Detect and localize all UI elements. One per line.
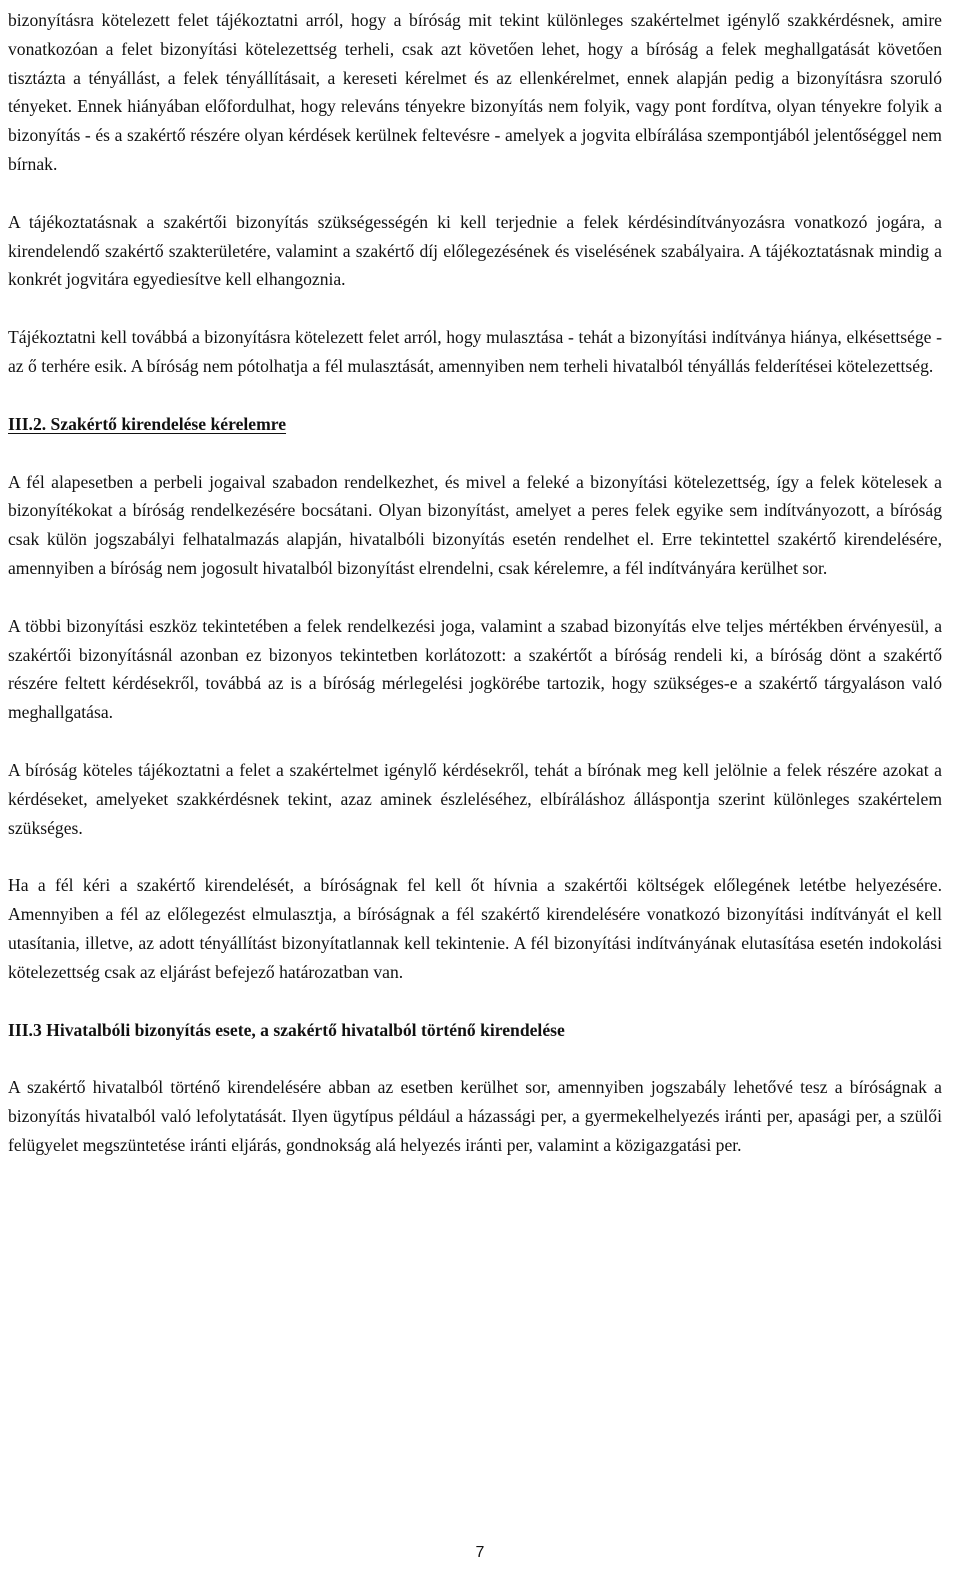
section-heading-expert-on-request xyxy=(8,410,942,439)
paragraph-spacer xyxy=(8,987,942,1016)
paragraph-default-consequence: Tájékoztatni kell továbbá a bizonyításra kötelezett felet arról, hogy mulasztása - tehát a bizonyítási indítványa hiánya, elkésettsége - az ő terhére esik. A bíróság nem pótolhatja a fél mulasztását, amennyiben nem terheli hivatalból tényállás felderítései kötelezettség. xyxy=(8,327,942,376)
paragraph-spacer xyxy=(8,1044,942,1073)
paragraph-party-disposition: A fél alapesetben a perbeli jogaival szabadon rendelkezhet, és mivel a feleké a bizonyítási kötelezettség, így a felek kötelesek a bizonyítékokat a bíróság rendelkezésére bocsátani. Olyan bizonyítást, amelyet a peres felek egyike sem indítványozott, a bíróság csak külön jogszabályi felhatalmazás alapján, hivatalbóli bizonyítás esetén rendelhet el. Erre tekintettel szakértő kirendelésére, amennyiben a bíróság nem jogosult hivatalból bizonyítást elrendelni, csak kérelemre, a fél indítványára kerülhet sor. xyxy=(8,471,942,578)
paragraph-spacer xyxy=(8,294,942,323)
paragraph-court-notice-duty: A bíróság köteles tájékoztatni a felet a szakértelmet igénylő kérdésekről, tehát a bírónak meg kell jelölnie a felek részére azokat a kérdéseket, amelyeket szakkérdésnek tekint, azaz aminek észleléséhez, elbíráláshoz álláspontja szerint különleges szakértelem szükséges. xyxy=(8,759,942,838)
paragraph-spacer xyxy=(8,842,942,871)
page-number: 7 xyxy=(475,1544,485,1561)
section-heading-text: III.2. Szakértő kirendelése kérelemre xyxy=(8,413,287,434)
paragraph-spacer xyxy=(8,381,942,410)
paragraph-ex-officio-cases: A szakértő hivatalból történő kirendelésére abban az esetben kerülhet sor, amennyiben jogszabály lehetővé tesz a bíróságnak a bizonyítás hivatalból való lefolytatását. Ilyen ügytípus például a házassági per, a gyermekelhelyezés iránti per, apasági per, a szülői felügyelet megszüntetése iránti eljárás, gondnokság alá helyezés iránti per, valamint a közigazgatási per. xyxy=(8,1077,942,1155)
paragraph-spacer xyxy=(8,583,942,612)
paragraph-notice-scope: A tájékoztatásnak a szakértői bizonyítás szükségességén ki kell terjednie a felek kérdésindítványozásra vonatkozó jogára, a kirendelendő szakértő szakterületére, valamint a szakértő díj előlegezésének és viselésének szabályaira. A tájékoztatásnak mindig a konkrét jogvitára egyediesítve kell elhangoznia. xyxy=(8,211,942,290)
paragraph-expert-question-notice: bizonyításra kötelezett felet tájékoztatni arról, hogy a bíróság mit tekint különleges szakértelmet igénylő szakkérdésnek, amire vonatkozóan a felet bizonyítási kötelezettség terheli, csak azt követően lehet, hogy a bíróság a felek meghallgatását követően tisztázta a tényállást, a felek tényállításait, a kereseti kérelmet és az ellenkérelmet, ennek alapján pedig a bizonyításra szoruló tényeket. Ennek hiányában előfordulhat, hogy releváns tényekre bizonyítás nem folyik, vagy pont fordítva, olyan tényekre folyik a bizonyítás - és a szakértő részére olyan kérdések kerülnek feltevésre - amelyek a jogvita elbírálása szempontjából jelentőséggel nem bírnak. xyxy=(8,10,942,174)
paragraph-spacer xyxy=(8,179,942,208)
paragraph-advance-payment: Ha a fél kéri a szakértő kirendelését, a bíróságnak fel kell őt hívnia a szakértői költségek előlegének letétbe helyezésére. Amennyiben a fél az előlegezést elmulasztja, a bíróságnak a fél szakértő kirendelésére vonatkozó bizonyítási indítványát el kell utasítania, illetve, az adott tényállítást bizonyítatlannak kell tekintenie. A fél bizonyítási indítványának elutasítása esetén indokolási kötelezettség csak az eljárást befejező határozatban van. xyxy=(8,875,942,982)
paragraph-free-evidence-principle: A többi bizonyítási eszköz tekintetében a felek rendelkezési joga, valamint a szabad bizonyítás elve teljes mértékben érvényesül, a szakértői bizonyításnál azonban ez bizonyos tekintetben korlátozott: a szakértőt a bíróság rendeli ki, a bíróság dönt a szakértő részére feltett kérdésekről, továbbá az is a bíróság mérlegelési jogkörébe tartozik, hogy szükséges-e a szakértő tárgyaláson való meghallgatása. xyxy=(8,615,942,723)
section-heading-ex-officio-expert: III.3 Hivatalbóli bizonyítás esete, a szakértő hivatalból történő kirendelése xyxy=(8,1019,565,1040)
paragraph-spacer xyxy=(8,727,942,756)
paragraph-spacer xyxy=(8,439,942,468)
